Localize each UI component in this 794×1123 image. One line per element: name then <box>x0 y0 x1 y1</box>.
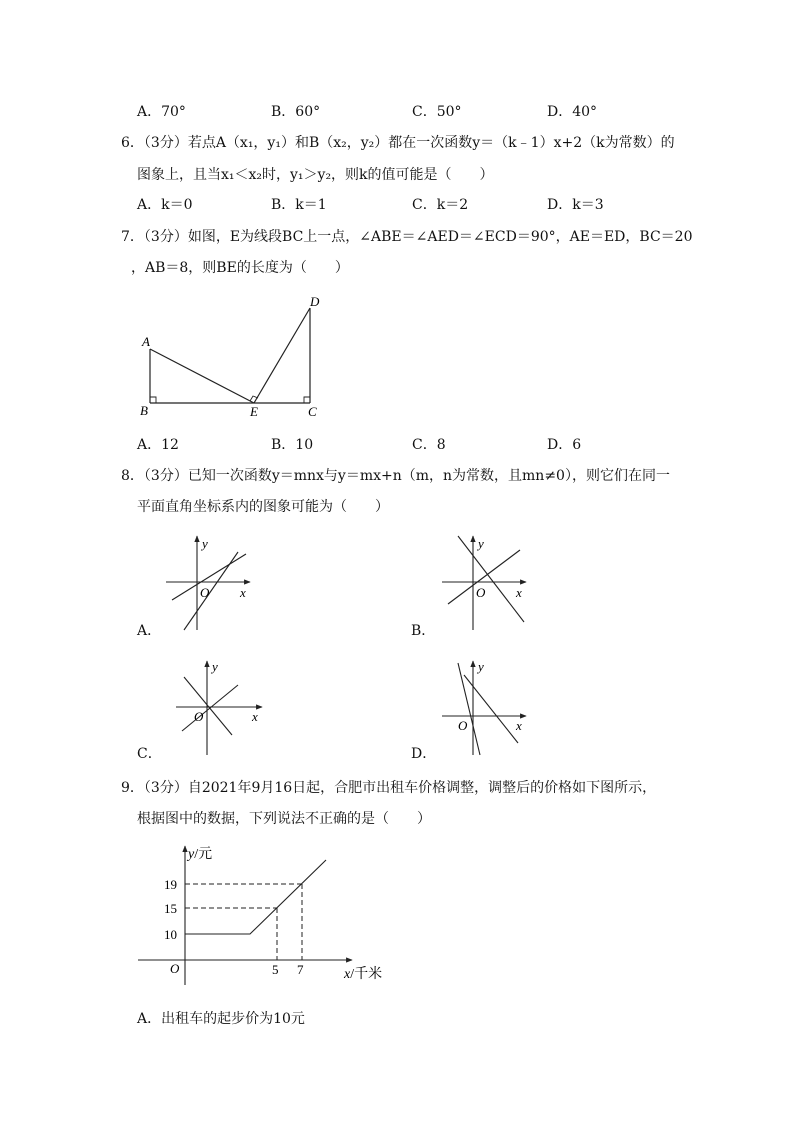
origin-label: O <box>200 585 210 600</box>
line-2 <box>184 677 232 735</box>
x-axis-unit: /千米 <box>350 967 383 982</box>
line-2 <box>464 675 518 743</box>
x-axis-label <box>343 965 382 982</box>
q6-option-d: D．k＝3 <box>547 197 604 213</box>
q8-stem-line2: 平面直角坐标系内的图象可能为（ ） <box>137 499 389 515</box>
y-axis-unit: /元 <box>194 847 213 862</box>
y-label: y <box>212 659 218 674</box>
line-2 <box>184 552 238 630</box>
y-tick-15: 15 <box>164 901 177 916</box>
line-2 <box>458 536 524 622</box>
q5-option-a: A．70° <box>137 104 186 120</box>
q6-option-c: C．k＝2 <box>412 197 469 213</box>
q9-option-a: A．出租车的起步价为10元 <box>137 1011 305 1027</box>
q7-figure <box>130 292 340 422</box>
label-a: A <box>142 334 150 349</box>
q8-graph-c <box>170 657 270 757</box>
q5-option-c: C．50° <box>412 104 462 120</box>
x-tick-5: 5 <box>272 962 279 977</box>
q8-option-d: D． <box>411 746 437 762</box>
q7-option-d: D．6 <box>547 437 582 453</box>
q5-option-b: B．60° <box>271 104 321 120</box>
label-e: E <box>250 404 258 419</box>
y-axis-letter: y <box>188 847 195 862</box>
fare-line <box>185 860 326 934</box>
label-c: C <box>308 404 317 419</box>
q8-graph-b <box>436 532 536 632</box>
q7-stem-line1: 7．（3分）如图，E为线段BC上一点，∠ABE＝∠AED＝∠ECD＝90°，AE＝ED，BC＝20 <box>121 229 693 245</box>
y-tick-10: 10 <box>164 927 177 942</box>
q7-stem-line2: ，AB＝8，则BE的长度为（ ） <box>131 260 349 276</box>
x-label: x <box>516 585 522 600</box>
y-label: y <box>478 659 484 674</box>
x-label: x <box>516 718 522 733</box>
q8-graph-a <box>160 532 260 632</box>
q8-stem-line1: 8．（3分）已知一次函数y＝mnx与y＝mx+n（m，n为常数，且mn≠0），则它们在同一 <box>121 468 670 484</box>
y-tick-19: 19 <box>164 877 177 892</box>
q6-stem-line1: 6．（3分）若点A（x₁，y₁）和B（x₂，y₂）都在一次函数y＝（k﹣1）x+2（k为常数）的 <box>121 135 675 151</box>
x-tick-7: 7 <box>297 962 304 977</box>
x-axis-letter: x <box>344 967 351 982</box>
q8-option-c: C． <box>137 746 162 762</box>
segment-ae <box>150 349 254 403</box>
origin-label: O <box>458 718 468 733</box>
segment-ed <box>254 308 310 403</box>
q7-option-c: C．8 <box>412 437 446 453</box>
q8-graph-d <box>436 657 536 757</box>
q5-option-d: D．40° <box>547 104 598 120</box>
y-axis-label <box>186 846 212 862</box>
q6-option-a: A．k＝0 <box>137 197 193 213</box>
y-label: y <box>202 536 208 551</box>
line-1 <box>458 663 480 755</box>
q6-stem-line2: 图象上，且当x₁＜x₂时，y₁＞y₂，则k的值可能是（ ） <box>137 167 494 183</box>
right-angle-c <box>304 397 310 403</box>
q9-stem-line2: 根据图中的数据，下列说法不正确的是（ ） <box>137 811 431 827</box>
origin-label: O <box>476 585 486 600</box>
origin-label: O <box>170 961 180 976</box>
label-b: B <box>140 403 148 418</box>
q7-option-b: B．10 <box>271 437 314 453</box>
y-label: y <box>478 536 484 551</box>
q7-option-a: A．12 <box>137 437 179 453</box>
q8-option-a: A． <box>137 623 162 639</box>
q6-option-b: B．k＝1 <box>271 197 327 213</box>
x-label: x <box>240 585 246 600</box>
origin-label: O <box>194 709 204 724</box>
q9-fare-graph <box>130 840 400 990</box>
q9-stem-line1: 9．（3分）自2021年9月16日起，合肥市出租车价格调整，调整后的价格如下图所示， <box>121 780 657 796</box>
right-angle-b <box>150 397 156 403</box>
x-label: x <box>252 709 258 724</box>
q8-option-b: B． <box>411 623 436 639</box>
label-d: D <box>310 294 320 309</box>
